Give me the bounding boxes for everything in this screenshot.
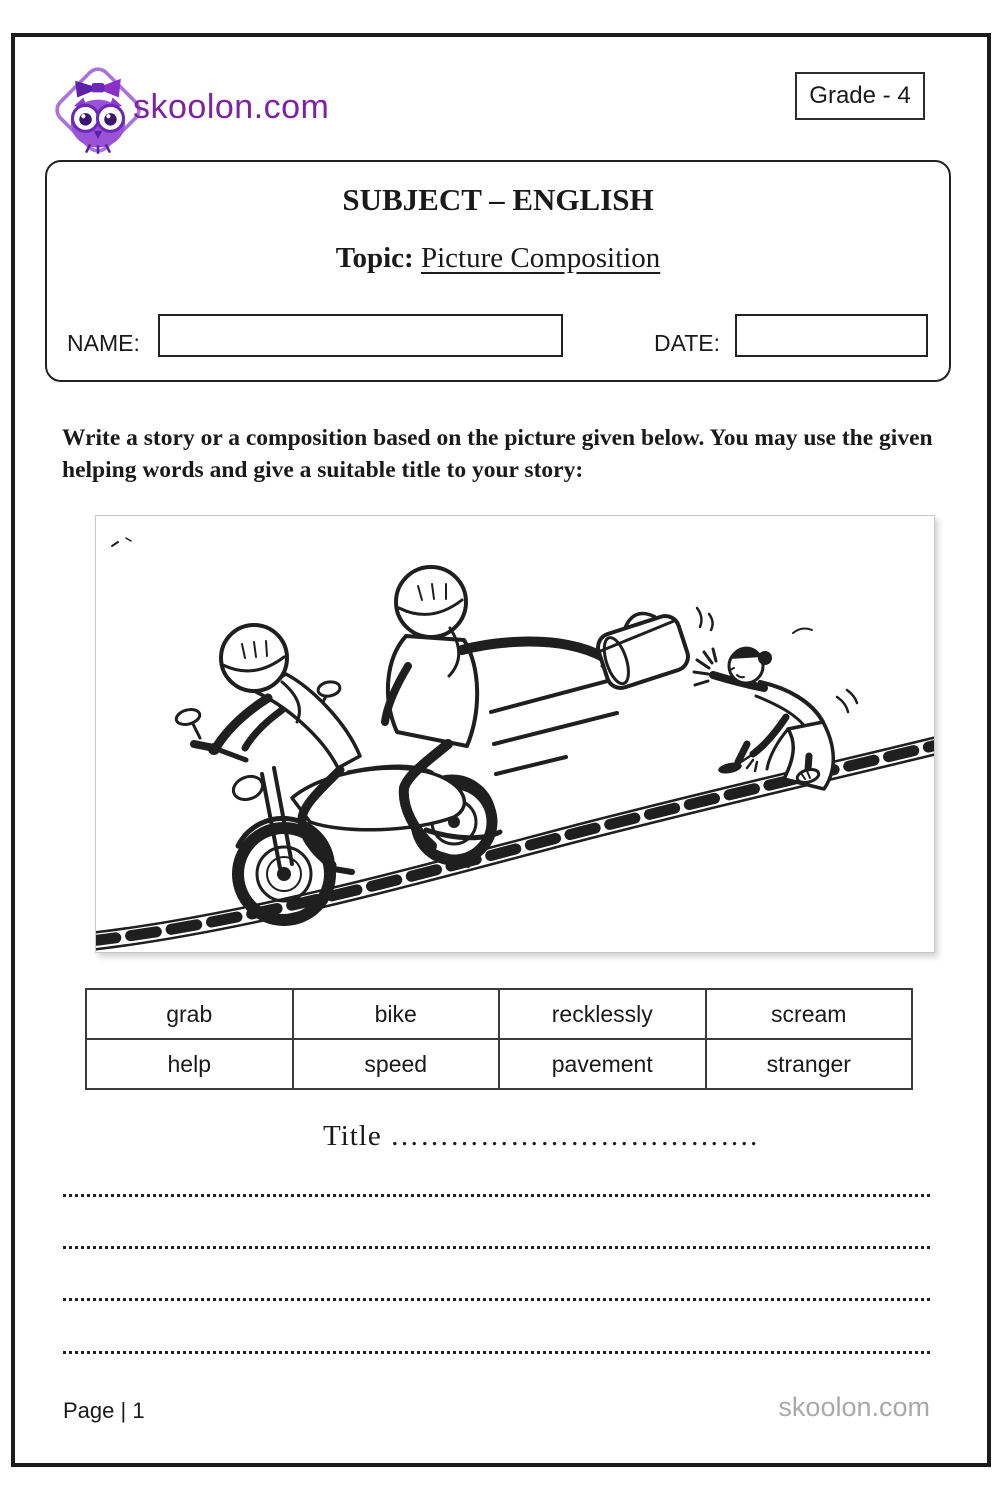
- word-cell: help: [86, 1039, 293, 1089]
- grade-badge: Grade - 4: [795, 72, 925, 120]
- brand-name: skoolon.com: [133, 88, 330, 126]
- bag-snatching-illustration: [96, 516, 934, 952]
- subject-title: SUBJECT – ENGLISH: [342, 182, 654, 217]
- helping-words-table: [85, 988, 913, 1090]
- word-cell: pavement: [499, 1039, 706, 1089]
- word-cell: stranger: [706, 1039, 913, 1089]
- instruction-text: Write a story or a composition based on the picture given below. You may use the given helping words and give a suitable title to your story:: [62, 425, 933, 483]
- table-row: [86, 989, 912, 1039]
- picture-frame: [95, 515, 935, 953]
- story-title-line[interactable]: [323, 1120, 758, 1153]
- name-label: NAME:: [67, 330, 140, 356]
- writing-line[interactable]: [63, 1278, 930, 1301]
- writing-line[interactable]: [63, 1174, 930, 1197]
- footer-site: skoolon.com: [778, 1392, 930, 1422]
- writing-line[interactable]: [63, 1331, 930, 1354]
- writing-line[interactable]: [63, 1226, 930, 1249]
- word-cell: bike: [293, 989, 500, 1039]
- date-label: DATE:: [654, 330, 721, 356]
- date-input[interactable]: [735, 314, 928, 357]
- worksheet-header-box: [45, 160, 951, 382]
- word-cell: grab: [86, 989, 293, 1039]
- story-title-dots: ……………………………….: [390, 1120, 759, 1152]
- topic-label: Topic:: [335, 242, 414, 274]
- footer-page-number: Page | 1: [63, 1398, 145, 1423]
- topic-line: [47, 242, 949, 275]
- word-cell: scream: [706, 989, 913, 1039]
- word-cell: speed: [293, 1039, 500, 1089]
- name-input[interactable]: [158, 314, 563, 357]
- topic-value: Picture Composition: [420, 242, 661, 274]
- table-row: [86, 1039, 912, 1089]
- story-title-label: Title: [323, 1120, 382, 1152]
- word-cell: recklessly: [499, 989, 706, 1039]
